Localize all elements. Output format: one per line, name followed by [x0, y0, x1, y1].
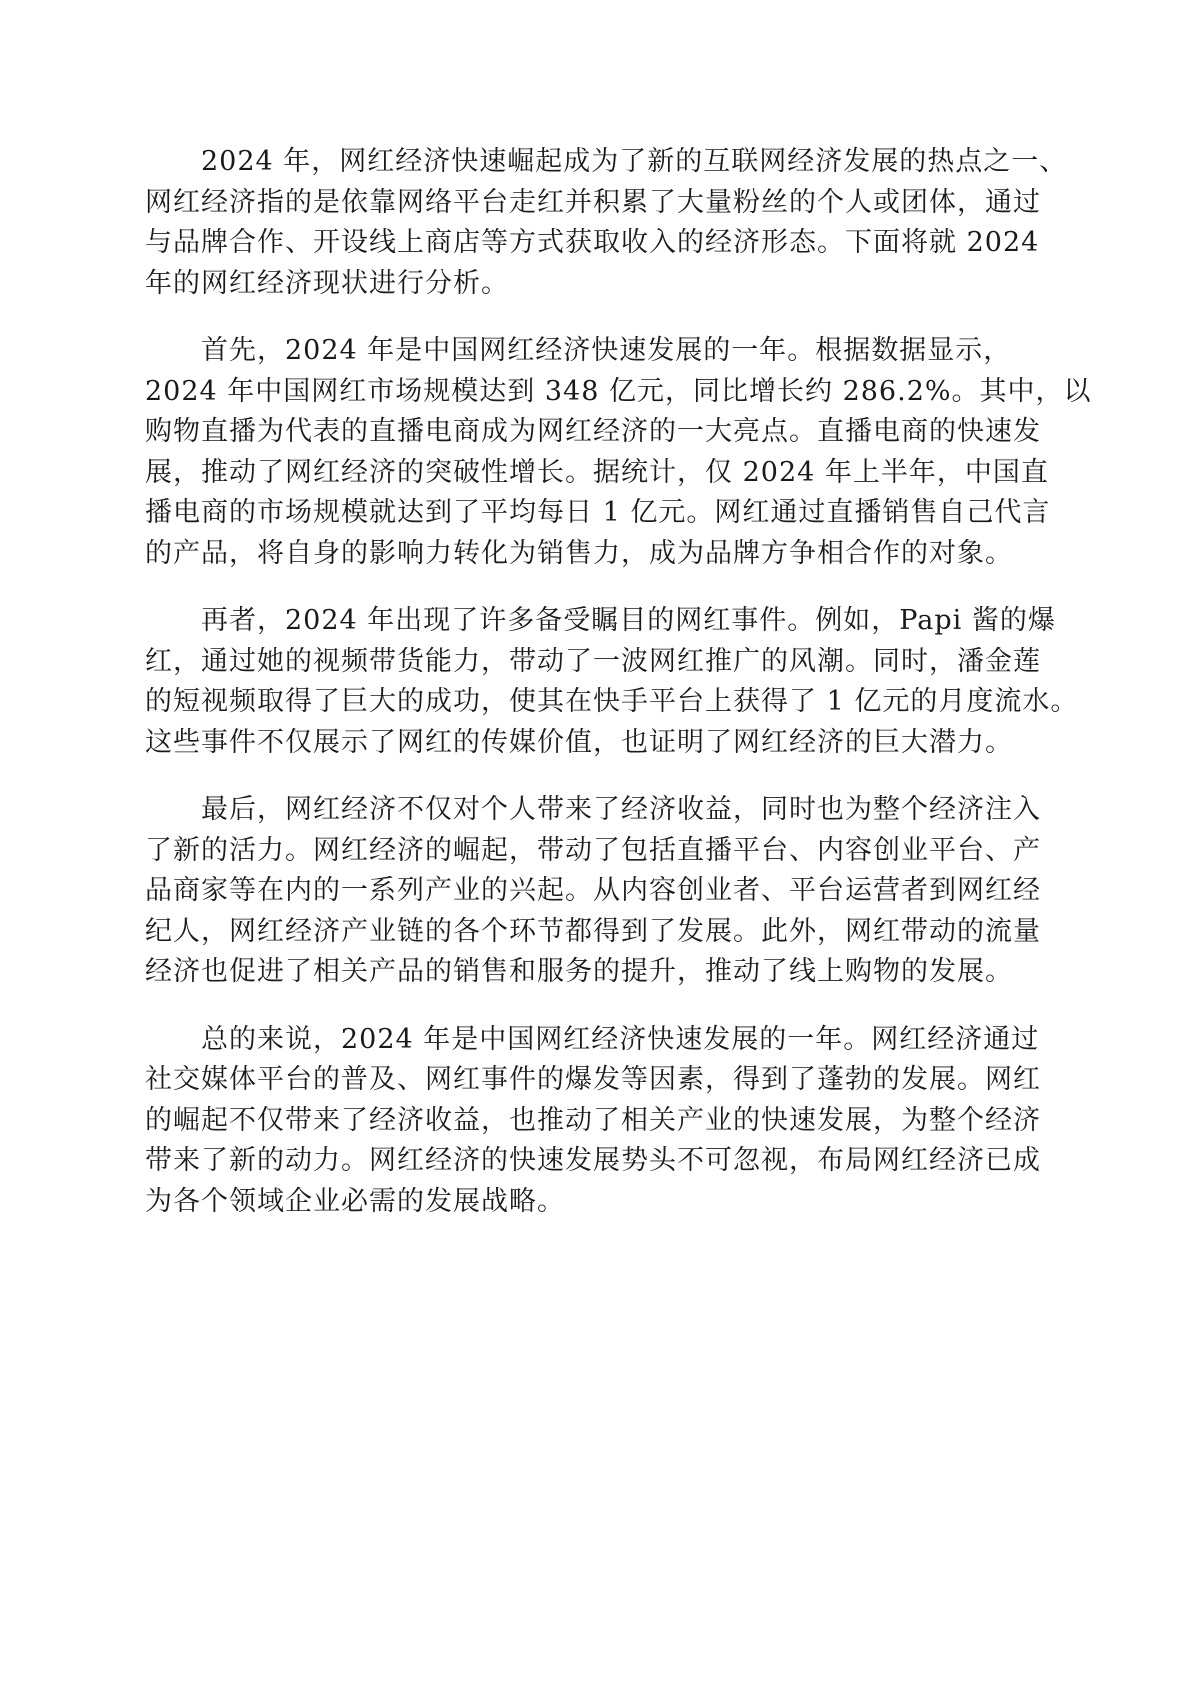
text-line: 年的网红经济现状进行分析。: [145, 267, 509, 299]
text-line: 品商家等在内的一系列产业的兴起。从内容创业者、平台运营者到网红经: [145, 875, 1041, 906]
text-line: 播电商的市场规模就达到了平均每日 1 亿元。网红通过直播销售自己代言: [145, 497, 1051, 528]
document-page: [145, 142, 1092, 1222]
text-line: 红，通过她的视频带货能力，带动了一波网红推广的风潮。同时，潘金莲: [145, 645, 1041, 677]
text-line: 为各个领域企业必需的发展战略。: [145, 1185, 565, 1217]
text-line: 最后，网红经济不仅对个人带来了经济收益，同时也为整个经济注入: [201, 794, 1041, 825]
text-line: 总的来说，2024 年是中国网红经济快速发展的一年。网红经济通过: [201, 1023, 1040, 1055]
text-line: 网红经济指的是依靠网络平台走红并积累了大量粉丝的个人或团体，通过: [145, 186, 1041, 218]
text-line: 社交媒体平台的普及、网红事件的爆发等因素，得到了蓬勃的发展。网红: [145, 1064, 1041, 1095]
text-line: 首先，2024 年是中国网红经济快速发展的一年。根据数据显示，: [201, 335, 1012, 366]
text-line: 再者，2024 年出现了许多备受瞩目的网红事件。例如，Papi 酱的爆: [201, 605, 1056, 636]
text-line: 带来了新的动力。网红经济的快速发展势头不可忽视，布局网红经济已成: [145, 1145, 1041, 1176]
paragraph-first: [145, 331, 1092, 574]
text-line: 的短视频取得了巨大的成功，使其在快手平台上获得了 1 亿元的月度流水。: [145, 686, 1079, 717]
text-line: 与品牌合作、开设线上商店等方式获取收入的经济形态。下面将就 2024: [145, 227, 1040, 258]
text-line: 经济也促进了相关产品的销售和服务的提升，推动了线上购物的发展。: [145, 956, 1013, 987]
paragraph-intro: [145, 142, 1068, 304]
text-line: 了新的活力。网红经济的崛起，带动了包括直播平台、内容创业平台、产: [145, 834, 1041, 866]
text-line: 展，推动了网红经济的突破性增长。据统计，仅 2024 年上半年，中国直: [145, 456, 1049, 488]
text-line: 2024 年中国网红市场规模达到 348 亿元，同比增长约 286.2%。其中，以: [145, 375, 1092, 407]
text-line: 的产品，将自身的影响力转化为销售力，成为品牌方争相合作的对象。: [145, 537, 1013, 569]
paragraph-third: [145, 790, 1055, 993]
text-line: 纪人，网红经济产业链的各个环节都得到了发展。此外，网红带动的流量: [145, 915, 1041, 947]
text-line: 的崛起不仅带来了经济收益，也推动了相关产业的快速发展，为整个经济: [145, 1104, 1041, 1136]
paragraph-conclusion: [145, 1020, 1055, 1223]
text-line: 这些事件不仅展示了网红的传媒价值，也证明了网红经济的巨大潜力。: [145, 726, 1013, 758]
paragraph-second: [145, 601, 1079, 763]
text-line: 2024 年，网红经济快速崛起成为了新的互联网经济发展的热点之一、: [201, 146, 1068, 177]
text-line: 购物直播为代表的直播电商成为网红经济的一大亮点。直播电商的快速发: [145, 416, 1041, 447]
